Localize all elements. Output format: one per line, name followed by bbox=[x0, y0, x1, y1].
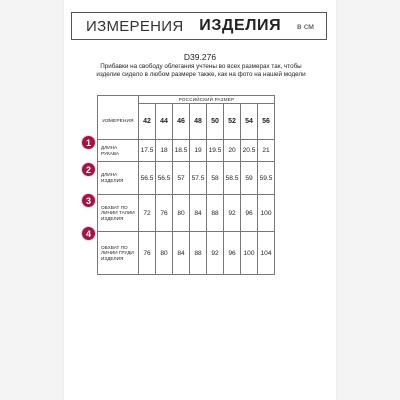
table-cell: 20.5 bbox=[241, 140, 258, 162]
table-cell: 57 bbox=[173, 162, 190, 195]
header-word-garment: ИЗДЕЛИЯ bbox=[199, 17, 282, 34]
table-cell: 19.5 bbox=[207, 140, 224, 162]
article-number: D39.276 bbox=[183, 52, 217, 62]
table-cell: 96 bbox=[224, 232, 241, 275]
table-cell: 88 bbox=[207, 195, 224, 232]
table-cell: 96 bbox=[241, 195, 258, 232]
russian-size-header: РОССИЙСКИЙ РАЗМЕР bbox=[139, 96, 275, 104]
table-cell: 19 bbox=[190, 140, 207, 162]
table-cell: 92 bbox=[224, 195, 241, 232]
table-cell: 92 bbox=[207, 232, 224, 275]
table-cell: 76 bbox=[139, 232, 156, 275]
table-cell: 104 bbox=[258, 232, 275, 275]
table-cell: 21 bbox=[258, 140, 275, 162]
row-label-garment-length: ДЛИНА ИЗДЕЛИЯ bbox=[98, 162, 139, 195]
header-unit: в см bbox=[297, 21, 314, 31]
size-header: 52 bbox=[224, 104, 241, 140]
row-badge-3: 3 bbox=[82, 194, 95, 207]
table-row bbox=[98, 232, 275, 275]
table-cell: 84 bbox=[173, 232, 190, 275]
row-label-sleeve-length: ДЛИНА РУКАВА bbox=[98, 140, 139, 162]
table-cell: 84 bbox=[190, 195, 207, 232]
table-cell: 59 bbox=[241, 162, 258, 195]
size-header: 46 bbox=[173, 104, 190, 140]
row-badge-2: 2 bbox=[82, 163, 95, 176]
header-word-measurements: ИЗМЕРЕНИЯ bbox=[86, 17, 184, 35]
size-header: 54 bbox=[241, 104, 258, 140]
table-row bbox=[98, 140, 275, 162]
row-badge-4: 4 bbox=[82, 227, 95, 240]
table-row bbox=[98, 162, 275, 195]
size-table bbox=[97, 95, 275, 275]
table-cell: 80 bbox=[173, 195, 190, 232]
fit-note: Прибавки на свободу облегания учтены во всех размерах так, чтобы изделие сидело в любом размере также, как на фото на нашей модели bbox=[96, 63, 306, 79]
row-label-chest-circumference: ОБХВАТ ПО ЛИНИИ ГРУДИ ИЗДЕЛИЯ bbox=[98, 232, 139, 275]
page-header bbox=[71, 12, 327, 40]
size-header: 56 bbox=[258, 104, 275, 140]
table-cell: 56.5 bbox=[156, 162, 173, 195]
table-cell: 18.5 bbox=[173, 140, 190, 162]
table-cell: 100 bbox=[241, 232, 258, 275]
table-cell: 72 bbox=[139, 195, 156, 232]
row-badge-1: 1 bbox=[82, 136, 95, 149]
size-header: 44 bbox=[156, 104, 173, 140]
size-header: 42 bbox=[139, 104, 156, 140]
table-cell: 57.5 bbox=[190, 162, 207, 195]
table-cell: 20 bbox=[224, 140, 241, 162]
table-cell: 100 bbox=[258, 195, 275, 232]
size-chart-sheet bbox=[64, 0, 336, 400]
table-cell: 18 bbox=[156, 140, 173, 162]
table-cell: 58 bbox=[207, 162, 224, 195]
row-label-waist-circumference: ОБХВАТ ПО ЛИНИИ ТАЛИИ ИЗДЕЛИЯ bbox=[98, 195, 139, 232]
table-cell: 88 bbox=[190, 232, 207, 275]
table-row bbox=[98, 195, 275, 232]
table-cell: 59.5 bbox=[258, 162, 275, 195]
size-header: 50 bbox=[207, 104, 224, 140]
corner-cell bbox=[98, 96, 139, 140]
measurements-column-header: ИЗМЕРЕНИЯ bbox=[102, 118, 134, 124]
table-cell: 58.5 bbox=[224, 162, 241, 195]
table-cell: 76 bbox=[156, 195, 173, 232]
table-cell: 56.5 bbox=[139, 162, 156, 195]
table-cell: 80 bbox=[156, 232, 173, 275]
table-cell: 17.5 bbox=[139, 140, 156, 162]
size-header: 48 bbox=[190, 104, 207, 140]
